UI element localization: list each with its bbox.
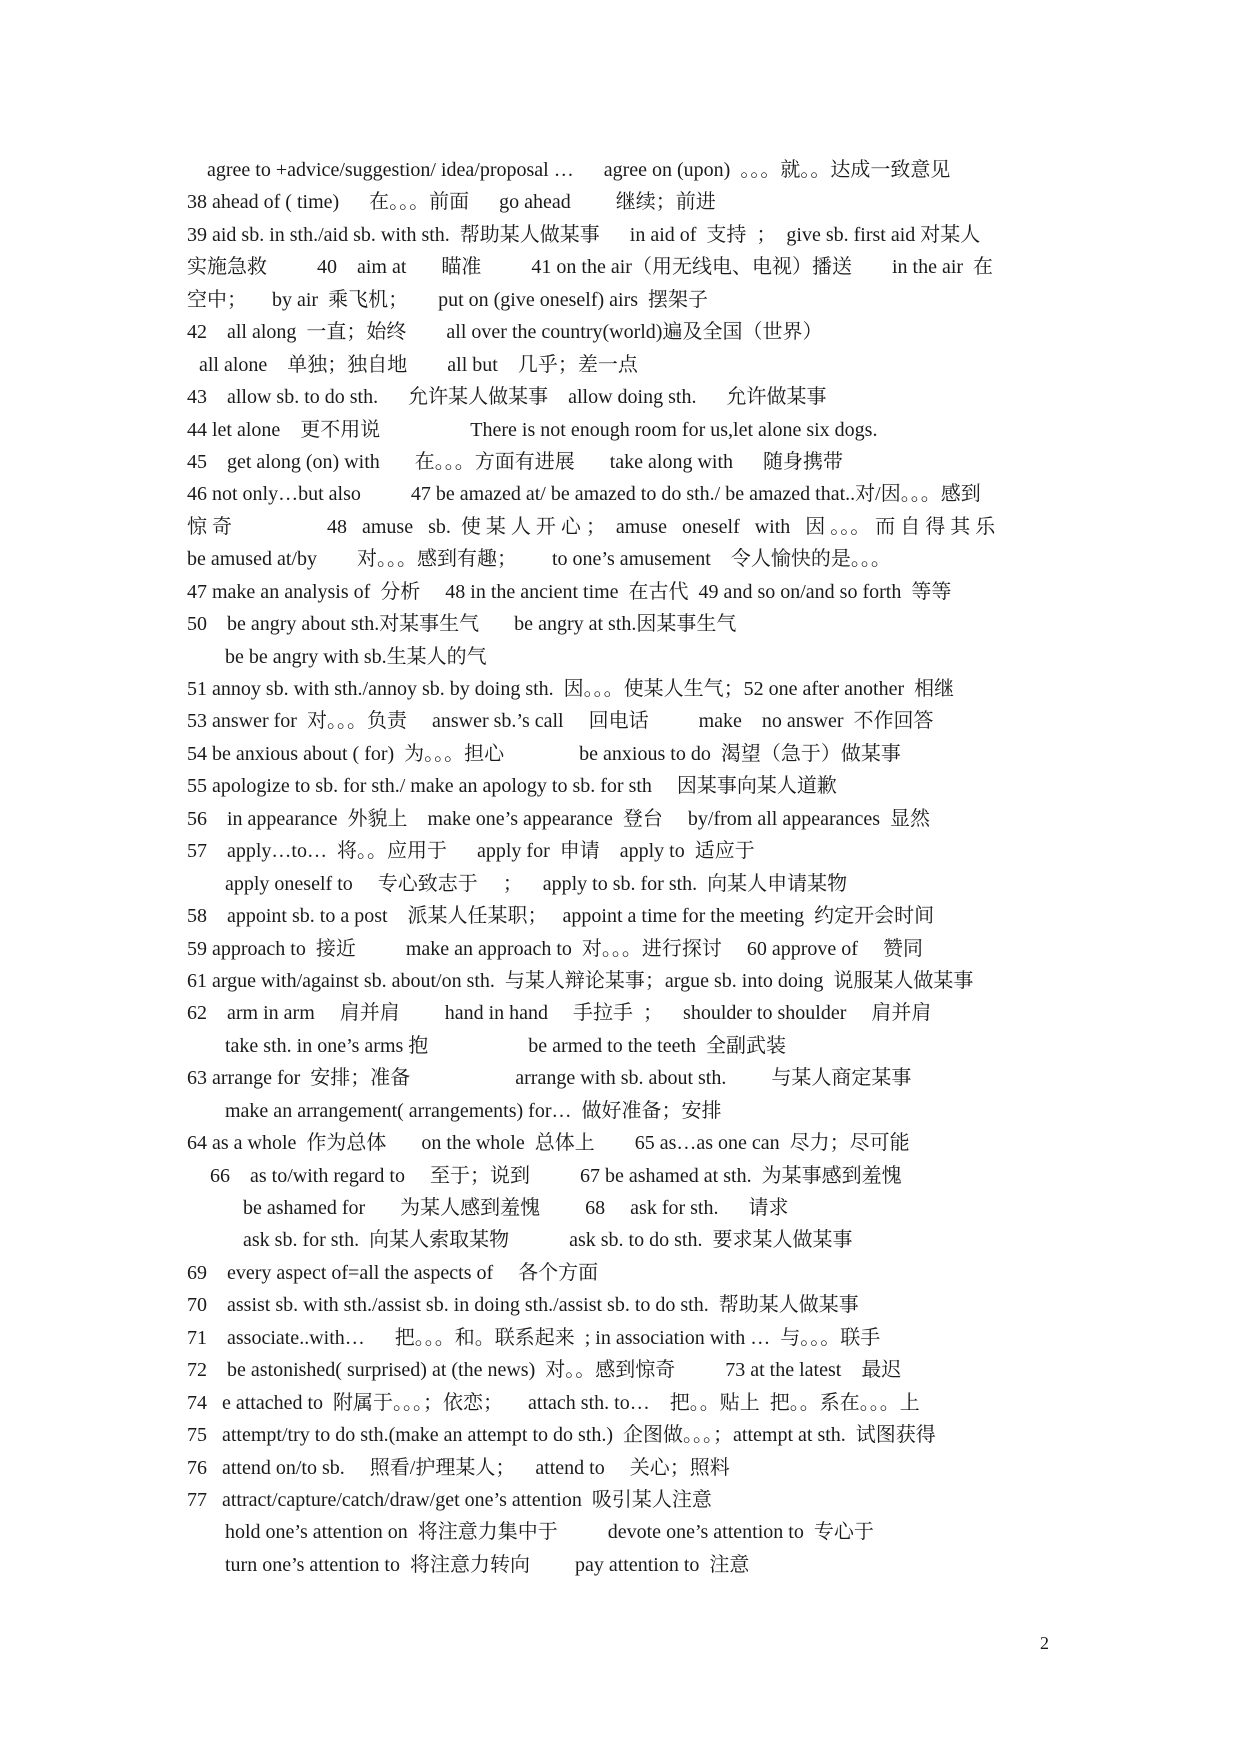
text-line: take sth. in one’s arms 抱 be armed to the teeth 全副武装 <box>225 1034 787 1057</box>
text-line: 70 assist sb. with sth./assist sb. in doing sth./assist sb. to do sth. 帮助某人做某事 <box>187 1294 859 1317</box>
text-line: ask sb. for sth. 向某人索取某物 ask sb. to do sth. 要求某人做某事 <box>243 1229 853 1252</box>
text-line: be amused at/by 对。。。感到有趣； to one’s amusement 令人愉快的是。。。 <box>187 548 891 571</box>
text-line: 53 answer for 对。。。负责 answer sb.’s call 回电话 make no answer 不作回答 <box>187 710 934 733</box>
text-line: be ashamed for 为某人感到羞愧 68 ask for sth. 请求 <box>243 1197 789 1219</box>
text-line: 72 be astonished( surprised) at (the news) 对。。感到惊奇 73 at the latest 最迟 <box>187 1359 902 1382</box>
text-line: agree to +advice/suggestion/ idea/proposal … agree on (upon) 。。。就。。达成一致意见 <box>207 159 951 181</box>
text-line: 62 arm in arm 肩并肩 hand in hand 手拉手 ； shoulder to shoulder 肩并肩 <box>187 1002 932 1025</box>
text-line: 43 allow sb. to do sth. 允许某人做某事 allow doing sth. 允许做某事 <box>187 386 827 409</box>
text-line: 实施急救 40 aim at 瞄准 41 on the air（用无线电、电视）播送 in the air 在 <box>187 256 994 279</box>
text-line: 64 as a whole 作为总体 on the whole 总体上 65 as…as one can 尽力；尽可能 <box>187 1132 910 1155</box>
text-line: 63 arrange for 安排；准备 arrange with sb. about sth. 与某人商定某事 <box>187 1067 912 1090</box>
page-number: 2 <box>1040 1633 1049 1653</box>
text-line: 54 be anxious about ( for) 为。。。担心 be anxious to do 渴望（急于）做某事 <box>187 742 901 765</box>
text-line: 38 ahead of ( time) 在。。。前面 go ahead 继续；前进 <box>187 191 716 214</box>
text-line: 57 apply…to… 将。。应用于 apply for 申请 apply to 适应于 <box>187 840 755 863</box>
text-line: 59 approach to 接近 make an approach to 对。。。进行探讨 60 approve of 赞同 <box>187 937 923 960</box>
text-line: 69 every aspect of=all the aspects of 各个方面 <box>187 1261 599 1284</box>
text-line: 45 get along (on) with 在。。。方面有进展 take along with 随身携带 <box>187 450 844 473</box>
text-line: 55 apologize to sb. for sth./ make an apology to sb. for sth 因某事向某人道歉 <box>187 775 837 798</box>
text-line: 50 be angry about sth.对某事生气 be angry at sth.因某事生气 <box>187 613 737 636</box>
text-line: 44 let alone 更不用说 There is not enough room for us,let alone six dogs. <box>187 418 878 441</box>
text-line: hold one’s attention on 将注意力集中于 devote one’s attention to 专心于 <box>225 1521 874 1544</box>
text-line: be be angry with sb.生某人的气 <box>225 645 487 668</box>
text-line: 39 aid sb. in sth./aid sb. with sth. 帮助某人做某事 in aid of 支持 ； give sb. first aid 对某人 <box>187 223 981 246</box>
text-line: 74 e attached to 附属于。。。；依恋； attach sth. to… 把。。贴上 把。。系在。。。上 <box>187 1391 920 1414</box>
text-line: 77 attract/capture/catch/draw/get one’s attention 吸引某人注意 <box>187 1488 712 1511</box>
text-line: 47 make an analysis of 分析 48 in the ancient time 在古代 49 and so on/and so forth 等等 <box>187 580 952 603</box>
text-line: make an arrangement( arrangements) for… 做好准备；安排 <box>225 1099 722 1122</box>
text-line: 惊 奇 48 amuse sb. 使 某 人 开 心 ； amuse oneself with 因 。。。 而 自 得 其 乐 <box>187 515 996 538</box>
text-line: 51 annoy sb. with sth./annoy sb. by doing sth. 因。。。使某人生气；52 one after another 相继 <box>187 678 955 700</box>
text-line: 75 attempt/try to do sth.(make an attempt to do sth.) 企图做。。。；attempt at sth. 试图获得 <box>187 1424 936 1447</box>
text-line: 46 not only…but also 47 be amazed at/ be amazed to do sth./ be amazed that..对/因。。。感到 <box>187 483 981 506</box>
text-line: 58 appoint sb. to a post 派某人任某职； appoint a time for the meeting 约定开会时间 <box>187 905 935 928</box>
text-line: 71 associate..with… 把。。。和。联系起来 ; in association with … 与。。。联手 <box>187 1326 881 1349</box>
text-line: all alone 单独；独自地 all but 几乎；差一点 <box>199 353 638 376</box>
text-line: 76 attend on/to sb. 照看/护理某人； attend to 关心；照料 <box>187 1456 730 1479</box>
text-line: 42 all along 一直；始终 all over the country(world)遍及全国（世界） <box>187 321 823 344</box>
text-line: 56 in appearance 外貌上 make one’s appearance 登台 by/from all appearances 显然 <box>187 807 931 830</box>
text-line: apply oneself to 专心致志于 ； apply to sb. for sth. 向某人申请某物 <box>225 872 848 895</box>
text-line: turn one’s attention to 将注意力转向 pay attention to 注意 <box>225 1553 750 1576</box>
vocabulary-list <box>187 154 1067 1581</box>
text-line: 61 argue with/against sb. about/on sth. 与某人辩论某事；argue sb. into doing 说服某人做某事 <box>187 969 974 992</box>
text-line: 空中； by air 乘飞机； put on (give oneself) airs 摆架子 <box>187 288 709 311</box>
text-line: 66 as to/with regard to 至于；说到 67 be ashamed at sth. 为某事感到羞愧 <box>210 1164 902 1187</box>
